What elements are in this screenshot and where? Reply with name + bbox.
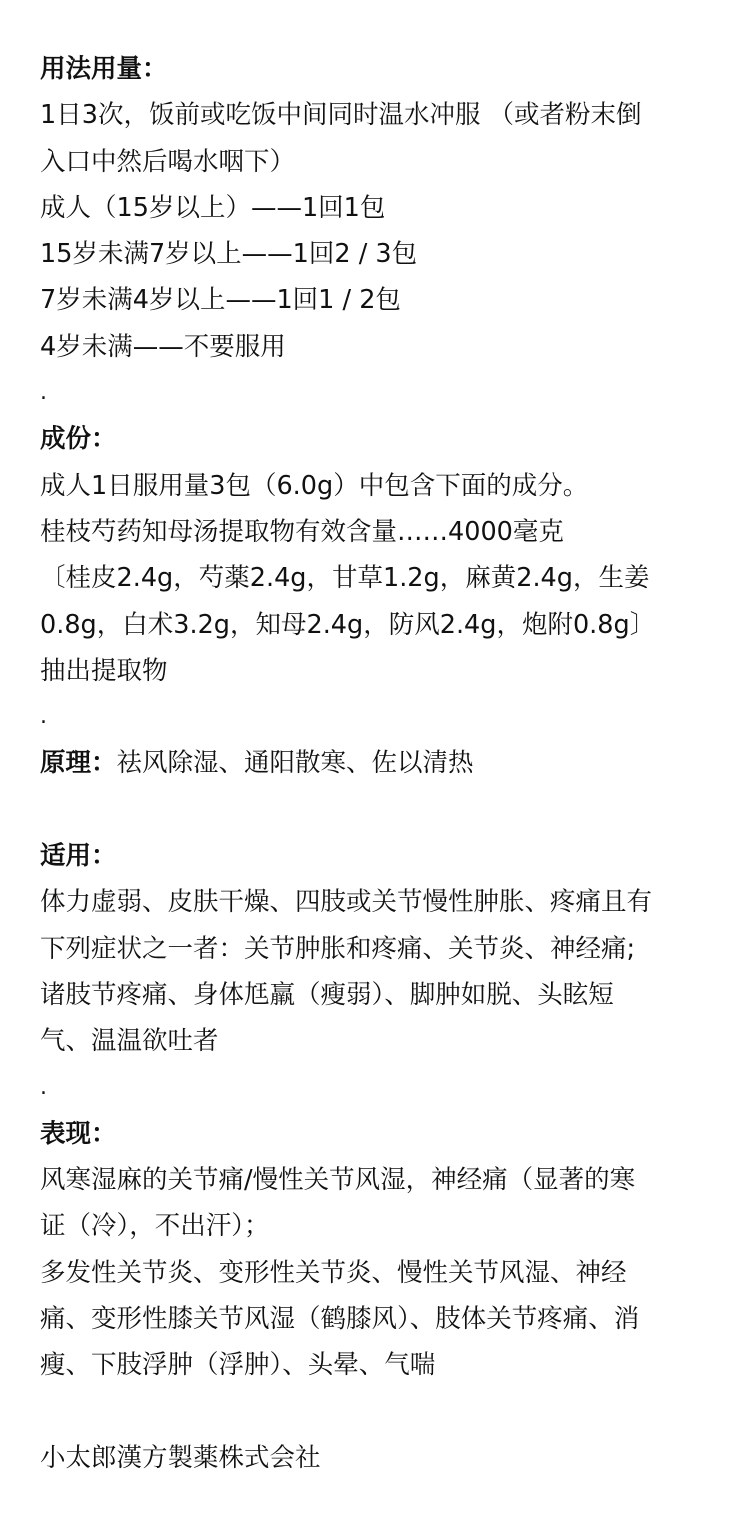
principle-line <box>40 740 726 786</box>
symptoms-line: 多发性关节炎、变形性关节炎、慢性关节风湿、神经 <box>40 1257 627 1288</box>
symptoms-line: 瘦、下肢浮肿（浮肿）、头晕、气喘 <box>40 1350 436 1381</box>
separator-dot: . <box>40 704 47 730</box>
principle-text: 祛风除湿、通阳散寒、佐以清热 <box>116 748 474 779</box>
blank-line <box>40 787 726 833</box>
indications-line: 体力虚弱、皮肤干燥、四肢或关节慢性肿胀、疼痛且有 <box>40 887 653 918</box>
principle-label: 原理： <box>40 748 117 779</box>
usage-line: 4岁未满——不要服用 <box>40 331 286 362</box>
usage-line: 入口中然后喝水咽下） <box>40 146 296 177</box>
usage-line: 7岁未满4岁以上——1回1 / 2包 <box>40 285 401 316</box>
symptoms-line: 风寒湿麻的关节痛/慢性关节风湿，神经痛（显著的寒 <box>40 1165 636 1196</box>
blank-line <box>40 1389 726 1435</box>
indications-line: 下列症状之一者：关节肿胀和疼痛、关节炎、神经痛; <box>40 933 636 964</box>
ingredients-line: 抽出提取物 <box>40 655 168 686</box>
indications-heading: 适用： <box>40 841 117 872</box>
usage-line: 成人（15岁以上）——1回1包 <box>40 192 386 223</box>
symptoms-line: 痛、变形性膝关节风湿（鹤膝风）、肢体关节疼痛、消 <box>40 1304 640 1335</box>
usage-heading: 用法用量： <box>40 54 168 84</box>
usage-line: 1日3次，饭前或吃饭中间同时温水冲服 （或者粉末倒 <box>40 100 642 131</box>
ingredients-line: 桂枝芍药知母汤提取物有效含量……4000毫克 <box>40 516 564 547</box>
separator-dot: . <box>40 380 47 406</box>
ingredients-heading: 成份： <box>40 424 117 455</box>
symptoms-heading: 表现： <box>40 1118 117 1149</box>
indications-line: 气、温温欲吐者 <box>40 1026 219 1057</box>
indications-line: 诸肢节疼痛、身体尪羸（瘦弱）、脚肿如脱、头眩短 <box>40 979 614 1010</box>
usage-line: 15岁未满7岁以上——1回2 / 3包 <box>40 239 418 270</box>
ingredients-line: 0.8g，白术3.2g，知母2.4g，防风2.4g，炮附0.8g〕 <box>40 609 656 640</box>
separator-dot: . <box>40 1074 47 1100</box>
company-name: 小太郎漢方製薬株式会社 <box>40 1442 321 1473</box>
symptoms-line: 证（冷），不出汗）； <box>40 1211 270 1242</box>
ingredients-line: 〔桂皮2.4g，芍薬2.4g，甘草1.2g，麻黄2.4g，生姜 <box>40 563 650 594</box>
ingredients-line: 成人1日服用量3包（6.0g）中包含下面的成分。 <box>40 470 589 501</box>
